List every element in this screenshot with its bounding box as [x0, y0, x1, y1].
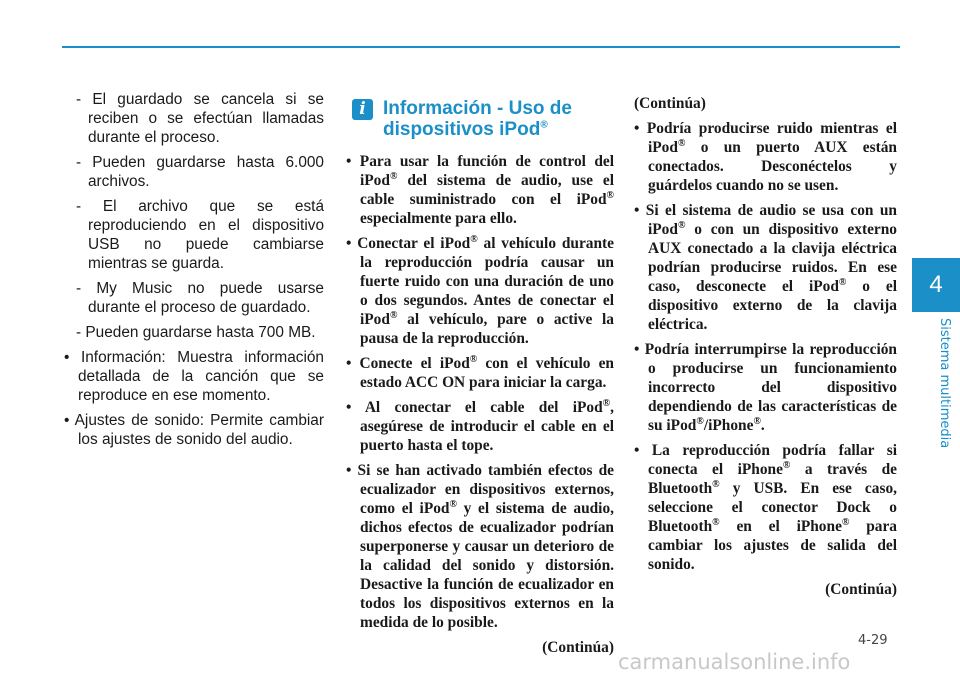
list-item: • Podría interrumpirse la reproducción o producirse un funcionamiento incorrecto del dispositivo dependiendo de las características de su iPod®/iPhone®.	[634, 341, 897, 434]
info-title-line1: Información - Uso de	[383, 98, 572, 119]
chapter-tab	[912, 258, 960, 312]
reg-mark: ®	[540, 119, 548, 131]
chapter-label: Sistema multimedia	[937, 318, 952, 449]
list-item: - El guardado se cancela si se reciben o se efectúan llamadas durante el proceso.	[76, 91, 324, 146]
list-item: • La reproducción podría fallar si conecta el iPhone® a través de Bluetooth® y USB. En ese caso, seleccione el conector Dock o Bluetooth® en el iPhone® para cambiar los ajustes de salida del sonido.	[634, 442, 897, 573]
column-middle	[344, 90, 614, 657]
column-right	[632, 94, 897, 599]
watermark: carmanualsonline.info	[618, 650, 851, 674]
continued-note: (Continúa)	[825, 581, 897, 598]
info-title	[383, 98, 572, 140]
list-item: • Si se han activado también efectos de ecualizador en dispositivos externos, como el iPod® y el sistema de audio, dichos efectos de ecualizador podrían superponerse y causar un deterioro de la calidad del sonido y distorsión. Desactive la función de ecualizador en todos los dispositivos externos en la medida de lo posible.	[346, 462, 615, 631]
list-item: - Pueden guardarse hasta 6.000 archivos.	[76, 154, 324, 190]
list-item: - Pueden guardarse hasta 700 MB.	[76, 324, 316, 341]
header-rule	[62, 46, 900, 48]
list-item: - El archivo que se está reproduciendo en el dispositivo USB no puede cambiarse mientras se guarda.	[76, 198, 324, 272]
continued-note: (Continúa)	[542, 639, 614, 656]
list-item: • Al conectar el cable del iPod®, asegúrese de introducir el cable en el puerto hasta el tope.	[346, 397, 614, 454]
page-number: 4-29	[858, 633, 888, 648]
list-item: • Información: Muestra información detallada de la canción que se reproduce en ese momento.	[64, 349, 324, 404]
info-heading	[352, 98, 614, 140]
list-item: • Para usar la función de control del iPod® del sistema de audio, use el cable suministrado con el iPod® especialmente para ello.	[346, 153, 614, 227]
list-item: • Si el sistema de audio se usa con un iPod® o con un dispositivo externo AUX conectado a la clavija eléctrica podrían producirse ruidos. En ese caso, desconecte el iPod® o el dispositivo externo de la clavija eléctrica.	[634, 202, 898, 333]
list-item: • Conecte el iPod® con el vehículo en estado ACC ON para iniciar la carga.	[346, 353, 614, 391]
info-icon: i	[352, 99, 373, 120]
list-item: • Ajustes de sonido: Permite cambiar los ajustes de sonido del audio.	[64, 412, 324, 448]
list-item: • Podría producirse ruido mientras el iPod® o un puerto AUX están conectados. Desconéctelos y guárdelos cuando no se usen.	[634, 120, 897, 194]
list-item: • Conectar el iPod® al vehículo durante la reproducción podría causar un fuerte ruido con una duración de uno o dos segundos. Antes de conectar el iPod® al vehículo, pare o active la pausa de la reproducción.	[346, 233, 614, 347]
column-left	[62, 90, 324, 455]
continued-heading: (Continúa)	[634, 95, 706, 112]
chapter-number: 4	[929, 271, 943, 298]
list-item: - My Music no puede usarse durante el proceso de guardado.	[76, 280, 324, 316]
info-title-line2: dispositivos iPod	[383, 119, 541, 140]
